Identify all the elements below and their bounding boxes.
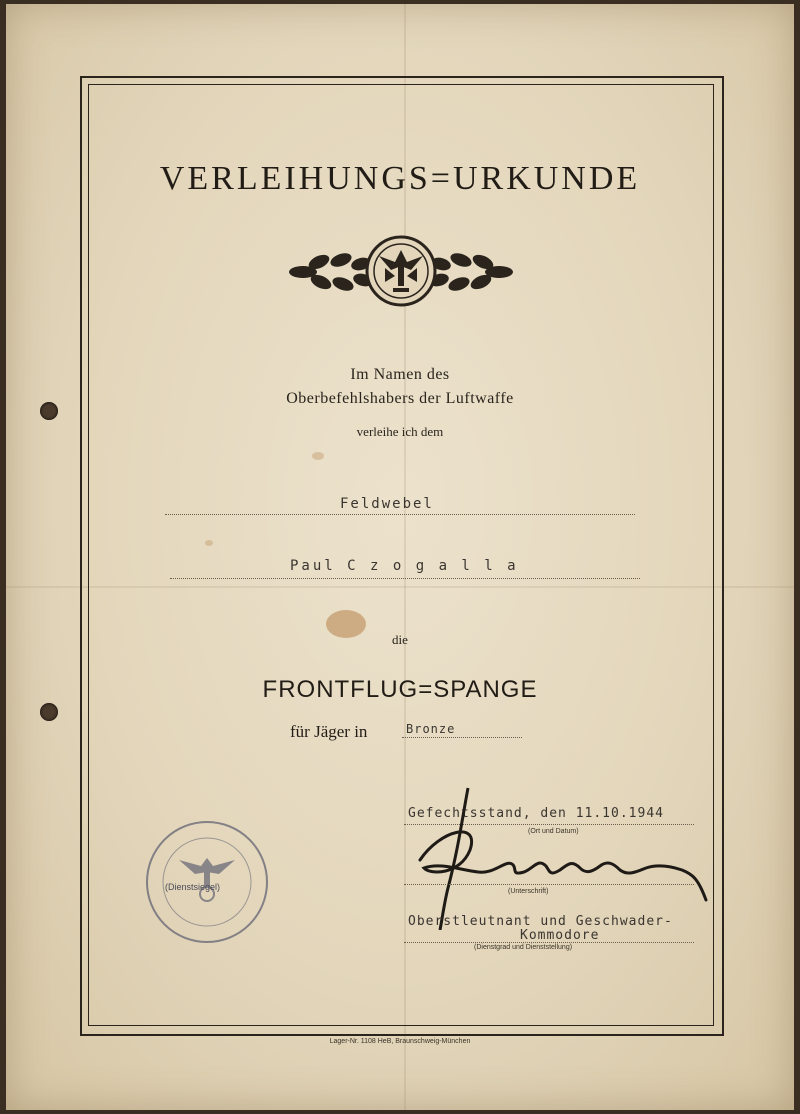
- article-die: die: [392, 632, 408, 647]
- rank-field-line: [165, 514, 635, 515]
- signature-caption: (Unterschrift): [508, 888, 549, 895]
- award-class-field: Bronze: [406, 722, 456, 736]
- signer-rank-line: [404, 942, 694, 943]
- award-class-line: [402, 737, 522, 738]
- rank-field: Feldwebel: [340, 496, 434, 512]
- intro-line-2: Oberbefehlshabers der Luftwaffe: [286, 390, 514, 407]
- recipient-name-field: Paul C z o g a l l a: [290, 558, 519, 574]
- seal-label: (Dienstsiegel): [165, 882, 221, 892]
- document-title: VERLEIHUNGS=URKUNDE: [159, 160, 641, 197]
- place-date-caption: (Ort und Datum): [528, 828, 579, 835]
- recipient-name-line: [170, 578, 640, 579]
- punch-hole-bottom: [40, 703, 58, 721]
- intro-line-3: verleihe ich dem: [356, 424, 444, 439]
- signer-rank-line-1: Oberstleutnant und Geschwader-: [408, 914, 673, 929]
- printer-note: Lager-Nr. 1108 HeB, Braunschweig-München: [329, 1038, 471, 1045]
- place-date-field: Gefechtsstand, den 11.10.1944: [408, 806, 664, 821]
- award-class-prefix: für Jäger in: [290, 722, 368, 741]
- handwritten-signature: [400, 780, 710, 930]
- signature-line: [404, 884, 694, 885]
- award-name: FRONTFLUG=SPANGE: [262, 676, 538, 703]
- intro-line-1: Im Namen des: [350, 366, 450, 383]
- signer-rank-caption: (Dienstgrad und Dienststellung): [474, 944, 573, 951]
- signer-rank-line-2: Kommodore: [520, 928, 600, 943]
- oak-leaf-clasp-eagle-icon: [285, 232, 517, 310]
